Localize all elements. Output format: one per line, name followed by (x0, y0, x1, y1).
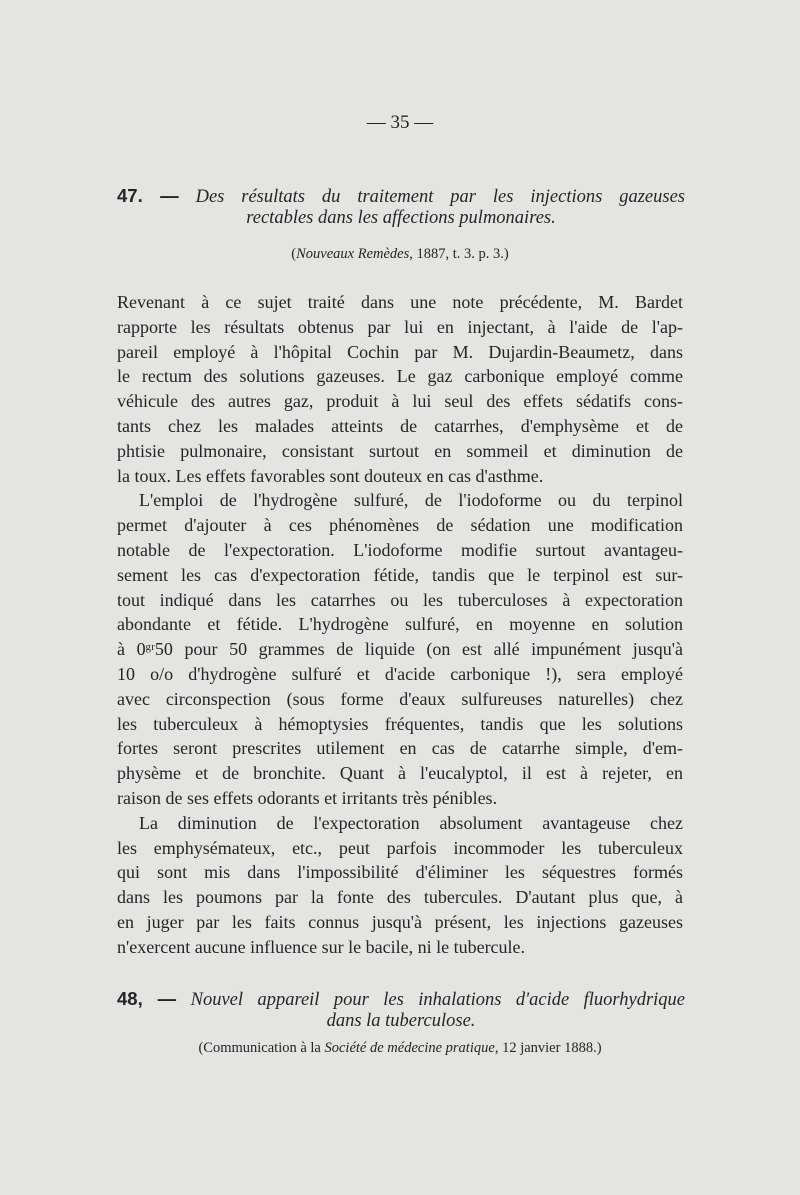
text-line: n'exercent aucune influence sur le bacile, ni le tubercule. (117, 936, 526, 957)
citation-open: ( (291, 246, 297, 262)
page-number: — 35 — (366, 112, 434, 133)
text-line: les emphysémateux, etc., peut parfois incommoder les tuberculeux (117, 837, 683, 858)
text-line: physème et de bronchite. Quant à l'eucalyptol, il est à rejeter, en (117, 763, 683, 784)
section-47-citation (0, 246, 800, 263)
citation-rest: , 12 janvier 1888.) (494, 1040, 602, 1056)
text-line: à 0ᵍʳ50 pour 50 grammes de liquide (on est allé impunément jusqu'à (117, 639, 683, 660)
text-line: tants chez les malades atteints de catarrhes, d'emphysème et de (117, 415, 683, 436)
paragraph (117, 488, 683, 810)
section-title-line2: dans la tuberculose. (326, 1011, 476, 1031)
section-48-heading (117, 988, 685, 1032)
text-line: notable de l'expectoration. L'iodoforme modifie surtout avantageu- (117, 539, 683, 560)
text-line: fortes seront prescrites utilement en cas de catarrhe simple, d'em- (117, 738, 683, 759)
text-line: Revenant à ce sujet traité dans une note précédente, M. Bardet (117, 292, 683, 312)
text-line: 10 o/o d'hydrogène sulfuré et d'acide carbonique !), sera employé (117, 663, 683, 684)
section-48-citation (0, 1040, 800, 1057)
text-line: pareil employé à l'hôpital Cochin par M. Dujardin-Beaumetz, dans (117, 341, 683, 362)
citation-rest: , 1887, t. 3. p. 3.) (409, 246, 509, 262)
text-line: le rectum des solutions gazeuses. Le gaz carbonique employé comme (117, 366, 683, 387)
text-line: sement les cas d'expectoration fétide, tandis que le terpinol est sur- (117, 564, 683, 585)
text-line: avec circonspection (sous forme d'eaux sulfureuses naturelles) chez (117, 688, 683, 709)
text-line: en juger par les faits connus jusqu'à présent, les injections gazeuses (117, 911, 683, 932)
paragraph (117, 290, 683, 488)
citation-source: Société de médecine pratique (324, 1040, 495, 1056)
section-title-line2: rectables dans les affections pulmonaires. (246, 208, 556, 228)
section-title-line1: Nouvel appareil pour les inhalations d'acide fluorhydrique (190, 990, 686, 1010)
text-line: dans les poumons par la fonte des tubercules. D'autant plus que, à (117, 887, 683, 908)
paragraph (117, 811, 683, 960)
section-title-line1: Des résultats du traitement par les injections gazeuses (195, 187, 686, 207)
text-line: véhicule des autres gaz, produit à lui seul des effets sédatifs cons- (117, 391, 683, 412)
text-line: abondante et fétide. L'hydrogène sulfuré, en moyenne en solution (117, 614, 683, 635)
text-line: les tuberculeux à hémoptysies fréquentes, tandis que les solutions (117, 713, 683, 734)
text-line: phtisie pulmonaire, consistant surtout en sommeil et diminution de (117, 440, 683, 461)
section-number: 47. — (117, 185, 179, 206)
text-line: tout indiqué dans les catarrhes ou les tuberculoses à expectoration (117, 589, 683, 610)
text-line: La diminution de l'expectoration absolument avantageuse chez (139, 812, 683, 833)
text-line: permet d'ajouter à ces phénomènes de sédation une modification (117, 515, 683, 536)
body-text (117, 290, 683, 960)
text-line: qui sont mis dans l'impossibilité d'éliminer les séquestres formés (117, 862, 683, 883)
text-line: rapporte les résultats obtenus par lui en injectant, à l'aide de l'ap- (117, 316, 683, 337)
section-number: 48, — (117, 988, 177, 1009)
section-47-heading (117, 185, 685, 229)
text-line: L'emploi de l'hydrogène sulfuré, de l'iodoforme ou du terpinol (139, 490, 683, 511)
text-line: raison de ses effets odorants et irritants très pénibles. (117, 787, 498, 808)
citation-open: (Communication à la (198, 1040, 325, 1056)
text-line: la toux. Les effets favorables sont douteux en cas d'asthme. (117, 465, 544, 486)
citation-source: Nouveaux Remèdes (296, 246, 410, 262)
